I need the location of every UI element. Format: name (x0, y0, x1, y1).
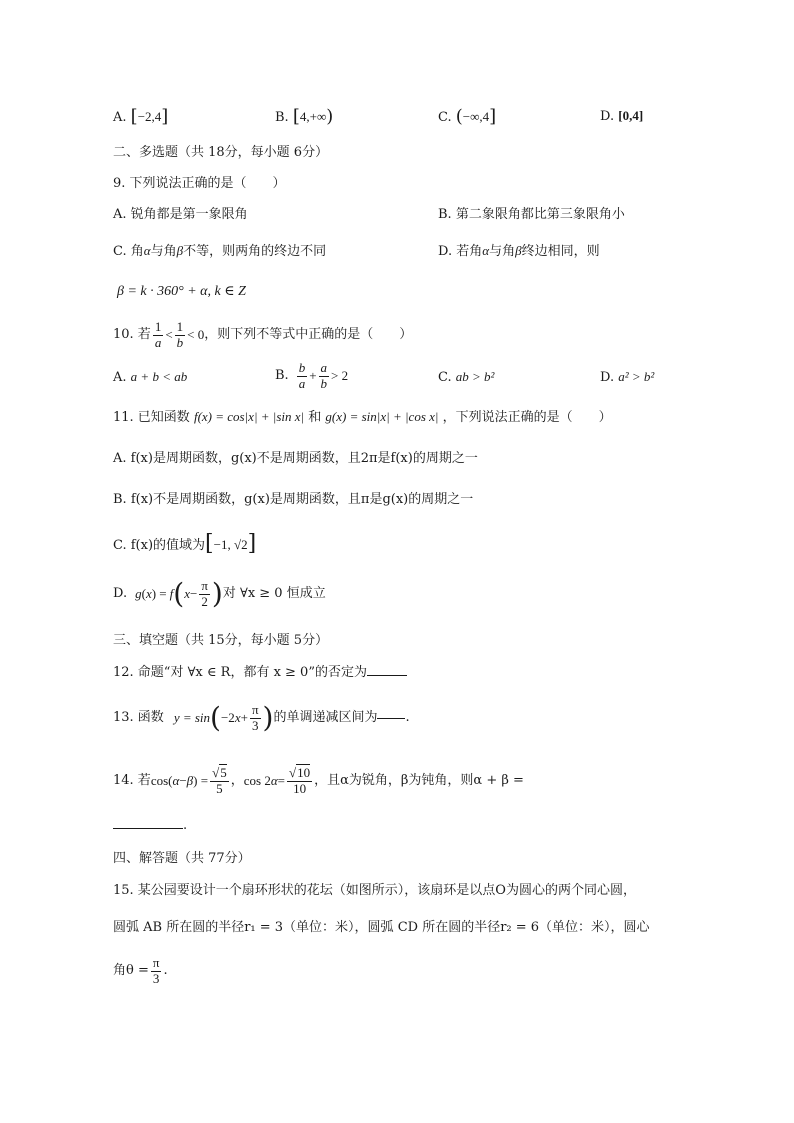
interval: 4,+∞ (299, 109, 327, 124)
q9-option-d: D. 若角α与角β终边相同，则 (438, 243, 600, 259)
q9-stem: 9. 下列说法正确的是（ ） (113, 176, 286, 191)
option-label: B. (275, 110, 289, 125)
q9-option-b: B. 第二象限角都比第三象限角小 (438, 207, 625, 222)
q11-option-a: A. f(x)是周期函数，g(x)不是周期函数，且2π是f(x)的周期之一 (113, 451, 478, 466)
option-label: A. (113, 110, 127, 125)
q9-option-d-formula: β = k · 360° + α, k ∈ Z (117, 284, 246, 299)
q15-line-2: 圆弧 AB 所在圆的半径r₁ = 3（单位：米），圆弧 CD 所在圆的半径r₂ = 6（单位：米），圆心 (113, 920, 650, 935)
q12-stem: 12. 命题“对 ∀x ∈ R，都有 x ≥ 0”的否定为 (113, 665, 407, 681)
q10-option-b: B. $\frac{b}{a}$ + $\frac{a}{b}$ > 2 (275, 359, 349, 391)
q14-stem: 14. 若 cos ( α − β ) = $\frac{√5}{5}$ ， cos 2 α = $\frac{√10}{10}$ ，且α为锐角，β为钝角，则α + β = (113, 764, 524, 796)
section-title-multiple-choice: 二、多选题（共 18分，每小题 6分） (113, 145, 329, 160)
q8-option-c: C. (−∞,4] (438, 106, 497, 127)
q8-option-a: A. [−2,4] (113, 106, 169, 127)
section-title-solutions: 四、解答题（共 77分） (113, 851, 251, 866)
q10-option-c: C. ab > b² (438, 369, 495, 385)
q10-stem: 10. 若 $\frac{1}{a}$ < $\frac{1}{b}$ < 0 ，则下列不等式中正确的是（ ） (113, 318, 413, 350)
q14-answer-blank: . (113, 818, 187, 834)
q15-line-1: 15. 某公园要设计一个扇环形状的花坛（如图所示），该扇环是以点O为圆心的两个同心圆， (113, 883, 636, 898)
q9-option-c: C. 角α与角β不等，则两角的终边不同 (113, 243, 327, 259)
answer-blank (377, 718, 405, 719)
fraction-one-over-b: $\frac{1}{b}$ (176, 318, 184, 350)
interval: −∞,4 (462, 109, 490, 124)
q11-stem: 11. 已知函数 f(x) = cos|x| + |sin x| 和 g(x) = sin|x| + |cos x| ，下列说法正确的是（ ） (113, 409, 612, 425)
option-label: D. (600, 109, 615, 124)
q10-option-d: D. a² > b² (600, 369, 655, 385)
answer-blank (367, 675, 407, 676)
interval: [0,4] (618, 108, 644, 123)
q11-option-d: D. g ( x ) = f ( x − $\frac{\pi}{2}$ ) 对 ∀x ≥ 0 恒成立 (113, 577, 326, 610)
interval: −2,4 (137, 109, 162, 124)
q15-line-3: 角θ = $\frac{\pi}{3}$ . (113, 954, 168, 986)
q10-option-a: A. a + b < ab (113, 369, 188, 385)
q8-option-b: B. [4,+∞) (275, 106, 334, 127)
q9-option-a: A. 锐角都是第一象限角 (113, 207, 248, 222)
fraction-one-over-a: $\frac{1}{a}$ (154, 318, 162, 350)
option-label: C. (438, 110, 452, 125)
q13-stem: 13. 函数 y = sin ( −2 x + $\frac{\pi}{3}$ ) 的单调递减区间为 . (113, 701, 410, 734)
section-title-fill-in: 三、填空题（共 15分，每小题 5分） (113, 633, 329, 648)
q8-option-d (600, 108, 643, 125)
q11-option-b: B. f(x)不是周期函数，g(x)是周期函数，且π是g(x)的周期之一 (113, 492, 474, 507)
q11-option-c: C. f(x)的值域为[−1, √2] (113, 531, 257, 556)
